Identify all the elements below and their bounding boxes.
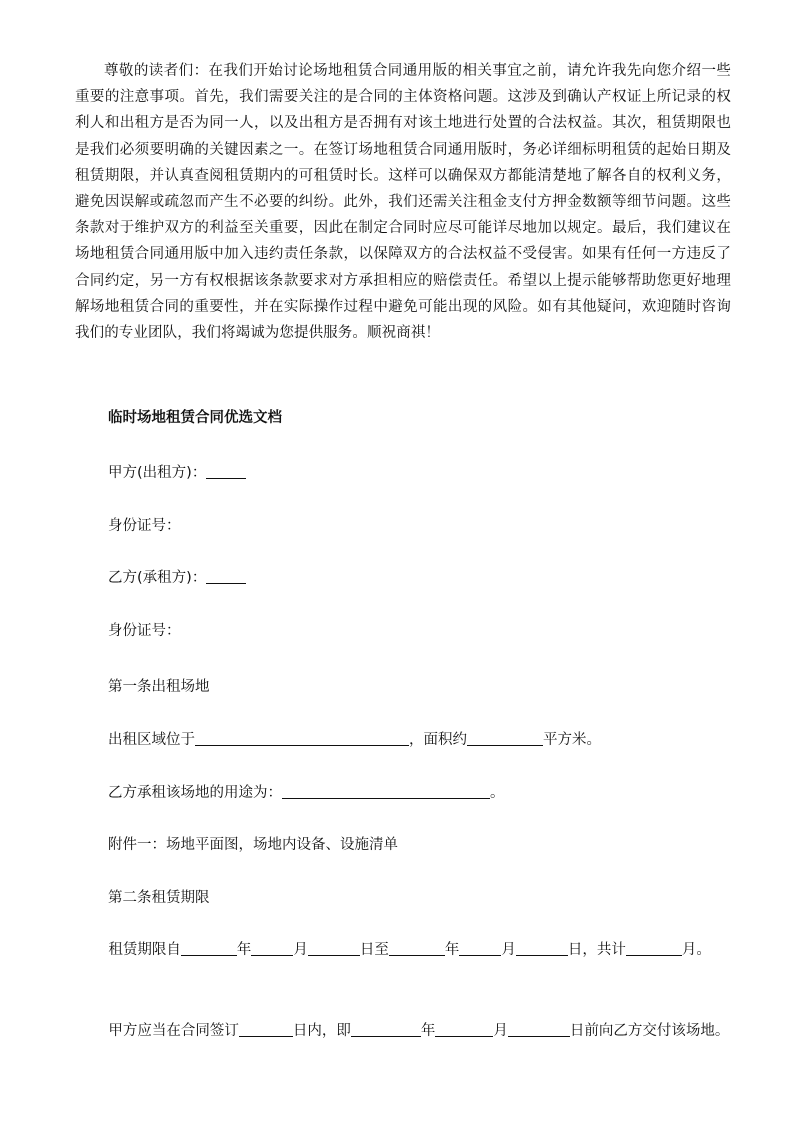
term-month1: 月	[293, 942, 308, 958]
party-b-label: 乙方(承租方)：	[108, 570, 207, 586]
document-title: 临时场地租赁合同优选文档	[108, 410, 282, 426]
party-b-id-label: 身份证号：	[108, 623, 181, 639]
term-month1-blank	[251, 940, 293, 956]
term-day2-blank	[516, 940, 568, 956]
usage-line	[108, 782, 505, 804]
area-size-unit: 平方米。	[543, 732, 601, 748]
term-month2-blank	[459, 940, 501, 956]
delivery-days: 日内，即	[292, 1023, 351, 1039]
term-end: 月。	[681, 942, 711, 958]
usage-end: 。	[490, 785, 505, 801]
delivery-paragraph	[75, 1018, 731, 1045]
area-location-blank	[195, 730, 409, 746]
area-size-blank	[467, 730, 543, 746]
delivery-prefix: 甲方应当在合同签订	[108, 1023, 239, 1039]
term-day1-blank	[308, 940, 360, 956]
delivery-days-blank	[239, 1021, 293, 1037]
term-month2: 月	[501, 942, 516, 958]
party-a-id-label: 身份证号：	[108, 518, 181, 534]
usage-label: 乙方承租该场地的用途为：	[108, 785, 282, 801]
term-prefix: 租赁期限自	[108, 942, 181, 958]
delivery-year: 年	[420, 1023, 436, 1039]
party-a-label: 甲方(出租方)：	[108, 465, 207, 481]
area-line	[108, 729, 601, 751]
term-year2-blank	[389, 940, 445, 956]
party-b-line	[108, 567, 246, 589]
delivery-year-blank	[351, 1021, 421, 1037]
intro-paragraph: 尊敬的读者们：在我们开始讨论场地租赁合同通用版的相关事宜之前，请允许我先向您介绍一些重要的注意事项。首先，我们需要关注的是合同的主体资格问题。这涉及到确认产权证上所记录的权利人和出租方是否为同一人，以及出租方是否拥有对该土地进行处置的合法权益。其次，租赁期限也是我们必须要明确的关键因素之一。在签订场地租赁合同通用版时，务必详细标明租赁的起始日期及租赁期限，并认真查阅租赁期内的可租赁时长。这样可以确保双方都能清楚地了解各自的权利义务，避免因误解或疏忽而产生不必要的纠纷。此外，我们还需关注租金支付方押金数额等细节问题。这些条款对于维护双方的利益至关重要，因此在制定合同时应尽可能详尽地加以规定。最后，我们建议在场地租赁合同通用版中加入违约责任条款，以保障双方的合法权益不受侵害。如果有任何一方违反了合同约定，另一方有权根据该条款要求对方承担相应的赔偿责任。希望以上提示能够帮助您更好地理解场地租赁合同的重要性，并在实际操作过程中避免可能出现的风险。如有其他疑问，欢迎随时咨询我们的专业团队，我们将竭诚为您提供服务。顺祝商祺！	[75, 63, 731, 342]
term-day1: 日至	[359, 942, 389, 958]
area-size-label: ，面积约	[409, 732, 467, 748]
party-a-blank	[206, 463, 246, 479]
attachment-line: 附件一：场地平面图，场地内设备、设施清单	[108, 837, 398, 853]
term-day2: 日，共计	[567, 942, 626, 958]
term-year1: 年	[236, 942, 252, 958]
delivery-month: 月	[493, 1023, 508, 1039]
delivery-month-blank	[435, 1021, 493, 1037]
party-a-line	[108, 462, 246, 484]
article1-title: 第一条出租场地	[108, 679, 210, 695]
term-paragraph	[75, 937, 731, 964]
article2-title: 第二条租赁期限	[108, 890, 210, 906]
party-b-blank	[206, 568, 246, 584]
area-location-label: 出租区域位于	[108, 732, 195, 748]
term-year2: 年	[444, 942, 460, 958]
delivery-end: 日前向乙方交付该场地。	[569, 1023, 730, 1039]
term-months-blank	[626, 940, 682, 956]
term-year1-blank	[181, 940, 237, 956]
usage-blank	[282, 783, 490, 799]
delivery-day-blank	[508, 1021, 570, 1037]
